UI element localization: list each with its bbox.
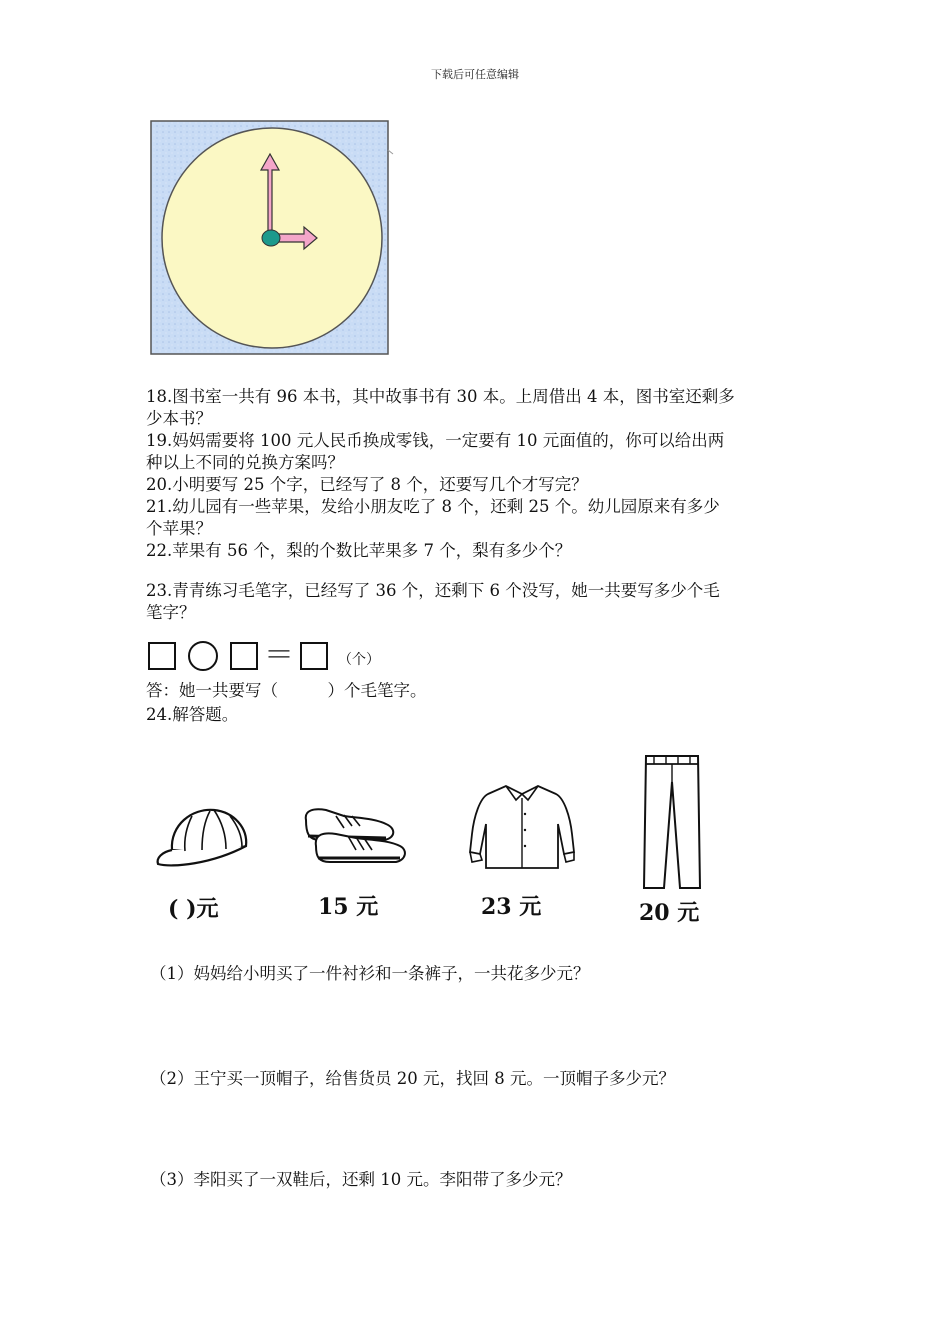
shirt-image xyxy=(466,780,578,870)
operator-circle[interactable] xyxy=(188,641,218,671)
shoes-image xyxy=(300,806,408,866)
equation-template xyxy=(148,640,380,672)
question-23-answer: 答：她一共要写（ ）个毛笔字。 xyxy=(146,681,427,700)
shirt-price: 23 元 xyxy=(481,894,542,920)
question-23-line-1: 23.青青练习毛笔字，已经写了 36 个，还剩下 6 个没写，她一共要写多少个毛 xyxy=(146,581,720,600)
unit-label: （个） xyxy=(338,652,380,668)
question-19-line-2: 种以上不同的兑换方案吗？ xyxy=(146,453,344,472)
question-24: 24.解答题。 xyxy=(146,705,239,724)
question-18-line-1: 18.图书室一共有 96 本书，其中故事书有 30 本。上周借出 4 本，图书室还剩多 xyxy=(146,387,735,406)
question-23-line-2: 笔字？ xyxy=(146,603,196,622)
page-header: 下载后可任意编辑 xyxy=(431,68,519,81)
clock-illustration xyxy=(143,118,399,358)
clock-center xyxy=(262,230,280,246)
shoes-price: 15 元 xyxy=(318,894,379,920)
question-21-line-1: 21.幼儿园有一些苹果，发给小朋友吃了 8 个，还剩 25 个。幼儿园原来有多少 xyxy=(146,497,720,516)
cap-image xyxy=(152,800,252,872)
cap-price: ( )元 xyxy=(168,896,219,922)
answer-box[interactable] xyxy=(300,642,328,670)
question-20: 20.小明要写 25 个字，已经写了 8 个，还要写几个才写完？ xyxy=(146,475,588,494)
subquestion-2: （2）王宁买一顶帽子，给售货员 20 元，找回 8 元。一顶帽子多少元？ xyxy=(150,1069,675,1088)
pants-price: 20 元 xyxy=(639,900,700,926)
question-22: 22.苹果有 56 个，梨的个数比苹果多 7 个，梨有多少个？ xyxy=(146,541,572,560)
subquestion-1: （1）妈妈给小明买了一件衬衫和一条裤子，一共花多少元？ xyxy=(150,964,590,983)
answer-box[interactable] xyxy=(148,642,176,670)
equals-sign: ＝ xyxy=(264,638,294,673)
question-19-line-1: 19.妈妈需要将 100 元人民币换成零钱，一定要有 10 元面值的，你可以给出两 xyxy=(146,431,725,450)
question-18-line-2: 少本书？ xyxy=(146,409,212,428)
subquestion-3: （3）李阳买了一双鞋后，还剩 10 元。李阳带了多少元？ xyxy=(150,1170,572,1189)
question-21-line-2: 个苹果？ xyxy=(146,519,212,538)
pants-image xyxy=(636,752,708,892)
answer-box[interactable] xyxy=(230,642,258,670)
